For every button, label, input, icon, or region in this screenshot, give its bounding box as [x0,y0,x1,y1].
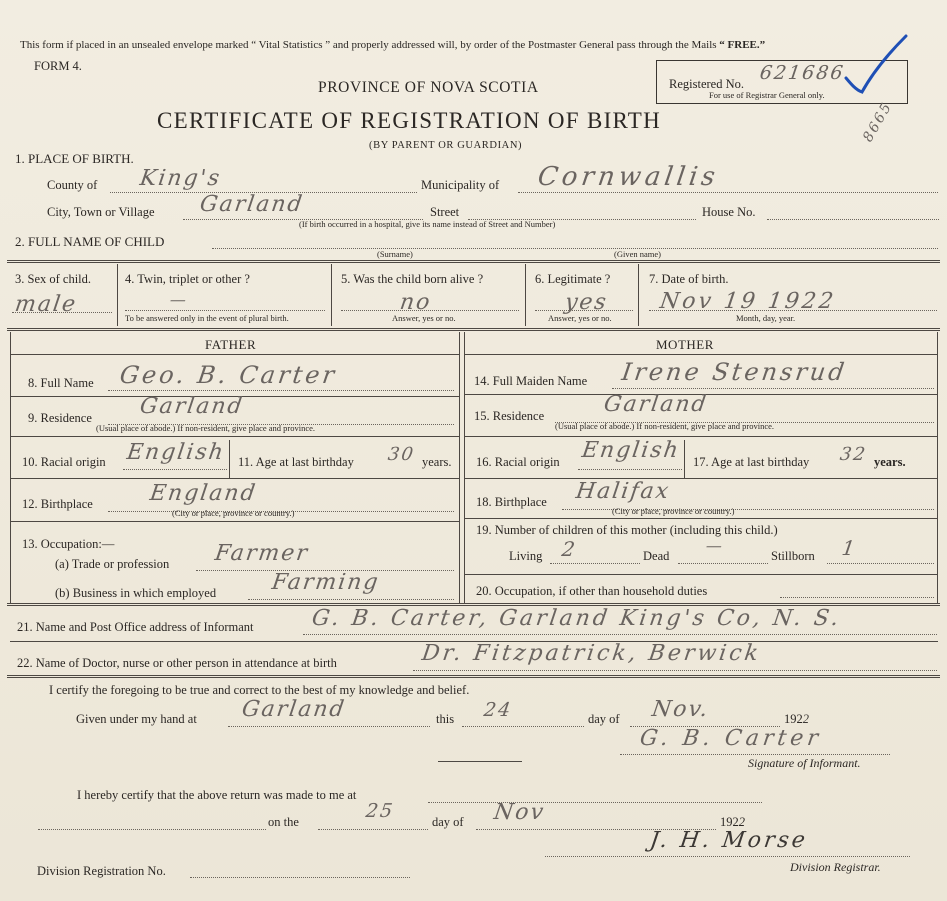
registrar-place-line [428,802,762,803]
mother-racial-line [578,469,682,470]
birth-date-line [649,310,937,311]
given-day-value: 24 [482,699,514,721]
business-value: Farming [270,570,382,595]
cell-divider [117,264,118,326]
municipality-line [518,192,938,193]
father-heading: FATHER [205,337,257,352]
sex-value: male [13,292,79,317]
legitimate-label: 6. Legitimate ? [535,272,611,286]
mother-racial-label: 16. Racial origin [476,455,560,469]
mother-birthplace-note: (City or place, province or country.) [612,506,735,516]
father-age-value: 30 [386,444,417,465]
father-racial-label: 10. Racial origin [22,455,106,469]
living-label: Living [509,549,543,563]
birth-date-value: Nov 19 1922 [658,289,838,314]
stillborn-label: Stillborn [771,549,815,563]
divider [464,354,938,355]
stillborn-value: 1 [840,536,859,560]
house-line [767,219,939,220]
registrar-day-line [318,829,428,830]
mother-birthplace-value: Halifax [574,479,672,504]
day-of-label: day of [588,712,620,726]
father-name-line [108,390,454,391]
alive-note: Answer, yes or no. [392,313,456,323]
city-value: Garland [198,192,306,217]
dead-line [678,563,768,564]
house-label: House No. [702,205,756,219]
dead-value: — [704,536,726,555]
business-line [248,599,454,600]
certify-statement: I certify the foregoing to be true and correct to the best of my knowledge and belief. [49,683,470,697]
stillborn-line [827,563,934,564]
mother-residence-label: 15. Residence [474,409,545,423]
business-label: (b) Business in which employed [55,586,217,600]
certificate-subtitle: (BY PARENT OR GUARDIAN) [369,140,523,151]
registrar-year-prefix: 1922 [720,815,745,829]
column-border [464,332,465,604]
father-birthplace-value: England [148,481,259,506]
city-label: City, Town or Village [47,205,155,219]
column-border [937,332,938,604]
twin-value: — [168,290,190,309]
division-number-label: Division Registration No. [37,864,166,878]
informant-signature: G. B. Carter [638,726,824,751]
mother-occupation-line [780,597,934,598]
father-years: years. [422,455,452,469]
informant-line [303,634,937,635]
mother-name-line [612,388,934,389]
doctor-value: Dr. Fitzpatrick, Berwick [420,641,763,666]
legitimate-note: Answer, yes or no. [548,313,612,323]
father-birthplace-note: (City or place, province or country.) [172,508,295,518]
mother-birthplace-label: 18. Birthplace [476,495,547,509]
twin-label: 4. Twin, triplet or other ? [125,272,250,286]
given-name-note: (Given name) [614,249,661,259]
divider [464,574,938,575]
margin-mark: 8665 [859,99,896,145]
county-value: King's [138,166,223,191]
alive-label: 5. Was the child born alive ? [341,272,484,286]
birth-date-note: Month, day, year. [736,313,796,323]
doctor-line [413,670,937,671]
registrar-year-suffix: 2 [738,815,745,829]
mother-residence-value: Garland [602,392,710,417]
alive-value: no [398,290,434,315]
twin-note: To be answered only in the event of plural birth. [125,313,289,323]
mother-name-label: 14. Full Maiden Name [474,374,588,388]
checkmark-icon [836,34,908,94]
informant-signature-label: Signature of Informant. [748,756,861,770]
alive-line [341,310,519,311]
informant-label: 21. Name and Post Office address of Informant [17,620,254,634]
divider [464,478,938,479]
child-name-label: 2. FULL NAME OF CHILD [15,234,165,249]
divider [438,761,522,762]
mother-age-value: 32 [838,444,869,465]
division-number-line [190,877,410,878]
divider [10,354,460,355]
informant-value: G. B. Carter, Garland King's Co, N. S. [310,606,843,631]
given-at-line [228,726,430,727]
divider [7,328,940,331]
occupation-label: 13. Occupation:— [22,537,115,551]
on-the-label: on the [268,815,299,829]
children-count-label: 19. Number of children of this mother (including this child.) [476,523,778,537]
birth-date-label: 7. Date of birth. [649,272,729,286]
divider [10,521,460,522]
divider [464,518,938,519]
registrar-blank-line [38,829,266,830]
municipality-label: Municipality of [421,178,500,192]
trade-label: (a) Trade or profession [55,557,170,571]
mother-racial-value: English [580,438,682,463]
divider [7,675,940,678]
father-racial-line [123,469,227,470]
mother-age-label: 17. Age at last birthday [693,455,810,469]
registrar-day-of-label: day of [432,815,464,829]
registrar-label: Division Registrar. [790,860,881,874]
cell-divider [684,440,685,478]
registrar-use-note: For use of Registrar General only. [709,90,825,100]
father-residence-note: (Usual place of abode.) If non-resident, give place and province. [96,423,316,433]
mother-years: years. [874,455,906,469]
divider [10,436,460,437]
given-at-value: Garland [240,697,348,722]
place-heading: 1. PLACE OF BIRTH. [15,151,134,166]
sex-label: 3. Sex of child. [15,272,92,286]
trade-value: Farmer [213,541,311,566]
street-label: Street [430,205,460,219]
province-heading: PROVINCE OF NOVA SCOTIA [318,79,539,96]
mother-heading: MOTHER [656,337,714,352]
registered-label: Registered No. [669,77,744,91]
cell-divider [331,264,332,326]
year-prefix: 1922 [784,712,809,726]
registrar-signature: J. H. Morse [648,828,810,853]
column-border [459,332,460,604]
year-suffix: 2 [802,712,809,726]
municipality-value: Cornwallis [535,162,721,192]
father-age-label: 11. Age at last birthday [238,455,354,469]
this-label: this [436,712,455,726]
dead-label: Dead [643,549,670,563]
registrar-signature-line [545,856,910,857]
informant-signature-line [620,754,890,755]
certificate-title: CERTIFICATE OF REGISTRATION OF BIRTH [157,108,662,133]
doctor-label: 22. Name of Doctor, nurse or other person in attendance at birth [17,656,337,670]
day-line [462,726,584,727]
mother-residence-note: (Usual place of abode.) If non-resident, give place and province. [555,421,775,431]
mother-name-value: Irene Stensrud [620,358,849,386]
child-name-line [212,248,938,249]
divider [10,478,460,479]
registrar-day-value: 25 [364,800,396,822]
sex-line [12,312,112,313]
cell-divider [525,264,526,326]
living-value: 2 [560,537,579,561]
legitimate-line [535,310,633,311]
divider [7,260,940,263]
form-number: FORM 4. [34,59,82,73]
father-birthplace-label: 12. Birthplace [22,497,93,511]
father-residence-label: 9. Residence [28,411,92,425]
column-border [10,332,11,604]
surname-note: (Surname) [377,249,413,259]
living-line [550,563,640,564]
given-month-value: Nov. [650,697,712,722]
cell-divider [229,440,230,478]
county-label: County of [47,178,98,192]
father-residence-value: Garland [138,394,246,419]
postal-notice: This form if placed in an unsealed envelope marked “ Vital Statistics ” and properly addressed will, by order of the Postmaster General pass through the Mails “ FREE.” [20,39,766,51]
father-name-value: Geo. B. Carter [118,361,339,389]
registrar-month-value: Nov [492,800,547,825]
registrar-statement: I hereby certify that the above return was made to me at [77,788,357,802]
hospital-note: (If birth occurred in a hospital, give its name instead of Street and Number) [299,219,556,229]
registered-number: 621686 [758,62,847,84]
father-name-label: 8. Full Name [28,376,94,390]
divider [464,436,938,437]
cell-divider [638,264,639,326]
mother-occupation-label: 20. Occupation, if other than household duties [476,584,708,598]
legitimate-value: yes [563,290,610,315]
given-at-label: Given under my hand at [76,712,197,726]
father-racial-value: English [125,440,227,465]
twin-line [125,310,325,311]
